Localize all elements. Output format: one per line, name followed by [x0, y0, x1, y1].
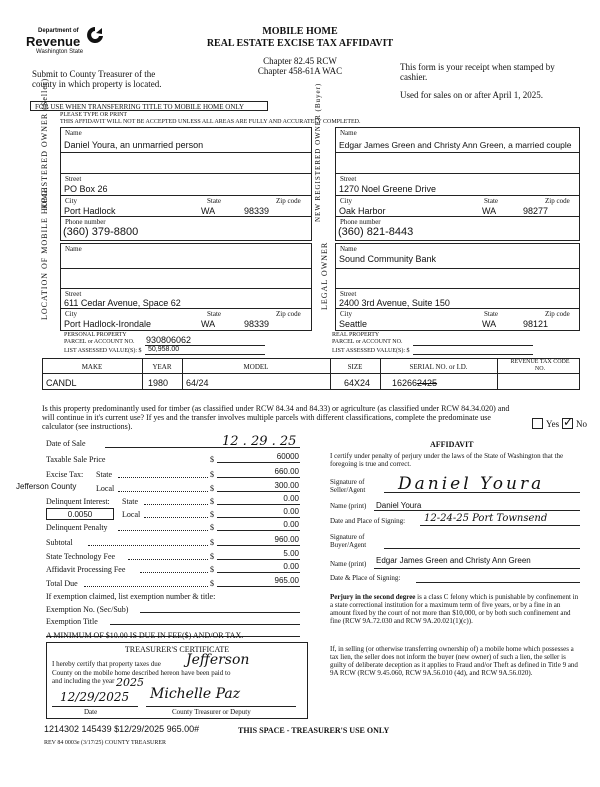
legal-parcel-label: PARCEL or ACCOUNT NO.: [332, 339, 403, 345]
location-street-label: Street: [65, 290, 82, 298]
buyer-side-text: NEW REGISTERED OWNER (Buyer): [314, 82, 322, 222]
buyer-phone[interactable]: (360) 821-8443: [338, 226, 414, 238]
legal-name[interactable]: Sound Community Bank: [339, 254, 437, 264]
chapter-line1: Chapter 82.45 RCW: [263, 56, 337, 66]
vehicle-year[interactable]: 1980: [148, 378, 169, 388]
real-property-label: REAL PROPERTY: [332, 332, 380, 338]
affidavit-fee-label: Affidavit Processing Fee: [46, 565, 126, 574]
title-line1: MOBILE HOME: [262, 26, 338, 37]
location-box: [60, 243, 312, 331]
delinquent-local-currency: $: [210, 510, 214, 519]
legal-assessed-label: LIST ASSESSED VALUE(S): $: [332, 348, 410, 354]
treasurer-signature-label: County Treasurer or Deputy: [172, 708, 251, 716]
local-tax-currency: $: [210, 484, 214, 493]
state-tax[interactable]: 660.00: [274, 467, 299, 476]
seller-zip[interactable]: 98339: [244, 206, 270, 216]
seller-city[interactable]: Port Hadlock: [64, 206, 116, 216]
location-name-label: Name: [65, 245, 82, 253]
location-parcel[interactable]: 930806062: [146, 335, 192, 345]
rate-value: 0.0050: [67, 510, 93, 519]
logo-line2: Revenue: [26, 34, 81, 49]
transfer-notice-text: FOR USE WHEN TRANSFERRING TITLE TO MOBILE HOME ONLY: [35, 103, 245, 111]
form-number: REV 84 0003e (3/17/25) COUNTY TREASURER: [44, 740, 167, 746]
perjury-text: is a class C felony which is punishable by confinement in a state correctional institution for a maximum term of five years, or by a fine in an amount fixed by the court of not more than $10,000, or by both such confinement and fine (RCW 9A.72.030 and RCW 9A.20.021(1)(c)).: [330, 593, 579, 625]
vehicle-serial[interactable]: [392, 378, 437, 388]
legal-side-text: LEGAL OWNER: [320, 241, 329, 310]
header-serial: SERIAL NO. or I.D.: [409, 363, 468, 371]
sale-price-currency: $: [210, 455, 214, 464]
buyer-name[interactable]: Edgar James Green and Christy Ann Green, a married couple: [339, 140, 572, 150]
excise-state-label: State: [96, 470, 112, 479]
seller-phone-label: Phone number: [65, 218, 106, 226]
chapter-refs: [200, 56, 400, 76]
timber-no-label: No: [576, 419, 587, 429]
buyer-city-label: City: [340, 197, 353, 205]
buyer-print-name[interactable]: Edgar James Green and Christy Ann Green: [376, 556, 531, 565]
treasurer-year[interactable]: 2025: [116, 676, 144, 689]
total-due[interactable]: 965.00: [274, 576, 299, 585]
buyer-zip[interactable]: 98277: [523, 206, 549, 216]
treasurer-date-label: Date: [84, 708, 98, 716]
state-tax-currency: $: [210, 470, 214, 479]
penalty[interactable]: 0.00: [283, 520, 299, 529]
seller-street-label: Street: [65, 175, 82, 183]
excise-label: Excise Tax:: [46, 470, 84, 479]
header-model: MODEL: [243, 363, 269, 371]
seller-signature[interactable]: Daniel Youra: [398, 474, 545, 494]
location-city[interactable]: Port Hadlock-Irondale: [64, 319, 152, 329]
seller-print-name[interactable]: Daniel Youra: [376, 501, 422, 510]
header-make: MAKE: [81, 363, 103, 371]
rate-box[interactable]: [46, 508, 114, 520]
seller-name-label: Name: [65, 129, 82, 137]
logo-line3: Washington State: [36, 49, 84, 55]
legal-street[interactable]: 2400 3rd Avenue, Suite 150: [339, 298, 450, 308]
seller-state-label: State: [207, 197, 221, 205]
exemption-no-label: Exemption No. (Sec/Sub): [46, 605, 129, 614]
date-of-sale-label: Date of Sale: [46, 439, 86, 448]
sale-price[interactable]: 60000: [276, 452, 299, 461]
subtotal-label: Subtotal: [46, 538, 73, 547]
timber-yes-label: Yes: [546, 419, 560, 429]
seller-date-label: Date and Place of Signing:: [330, 517, 406, 525]
seller-phone[interactable]: (360) 379-8800: [63, 226, 139, 238]
timber-yes-checkbox[interactable]: [532, 418, 543, 429]
perjury-notice: [330, 593, 580, 625]
legal-city[interactable]: Seattle: [339, 319, 368, 329]
seller-name[interactable]: Daniel Youra, an unmarried person: [64, 140, 204, 150]
chapter-line2: Chapter 458-61A WAC: [257, 66, 343, 76]
used-for-text: Used for sales on or after April 1, 2025.: [400, 90, 543, 100]
perjury-bold: Perjury in the second degree: [330, 593, 416, 601]
logo-line1: Department of: [38, 28, 79, 34]
location-assessed[interactable]: 50,958.00: [148, 346, 180, 353]
serial-struck: 2425: [417, 378, 438, 388]
delinquent-local-label: Local: [122, 510, 141, 519]
header-year: YEAR: [152, 363, 172, 371]
transfer-notice: [30, 101, 268, 111]
location-city-label: City: [65, 310, 78, 318]
local-tax[interactable]: 300.00: [274, 481, 299, 490]
seller-side-text: REGISTERED OWNER (Seller): [40, 77, 49, 209]
affidavit-certify: I certify under penalty of perjury under the laws of the State of Washington that the foregoing is true and correct.: [330, 452, 564, 468]
treasurer-use-only: THIS SPACE - TREASURER'S USE ONLY: [238, 726, 390, 735]
buyer-name-label: Name: [340, 129, 357, 137]
buyer-phone-label: Phone number: [340, 218, 381, 226]
total-due-label: Total Due: [46, 579, 78, 588]
serial-value: 16266: [392, 378, 418, 388]
buyer-state-label: State: [484, 197, 498, 205]
legal-city-label: City: [340, 310, 353, 318]
print-notice: PLEASE TYPE OR PRINT: [60, 112, 128, 118]
date-of-sale[interactable]: 12 . 29 . 25: [222, 434, 297, 449]
legal-state[interactable]: WA: [482, 319, 497, 329]
treasurer-date[interactable]: 12/29/2025: [60, 690, 130, 704]
affidavit-heading: AFFIDAVIT: [430, 440, 474, 449]
location-street[interactable]: 611 Cedar Avenue, Space 62: [64, 298, 181, 308]
vehicle-model[interactable]: 64/24: [186, 378, 209, 388]
dor-logo: [26, 24, 106, 64]
logo-mark-icon: [86, 26, 104, 46]
seller-signature-label: Signature of Seller/Agent: [330, 478, 366, 494]
treasurer-certify2: County on the mobile home described hereon have been paid to and including the year: [52, 669, 231, 685]
seller-street[interactable]: PO Box 26: [64, 184, 108, 194]
submit-text: Submit to County Treasurer of the county in which property is located.: [32, 69, 162, 89]
location-parcel-label: PARCEL or ACCOUNT NO.: [64, 339, 135, 345]
exemption-claimed-label: If exemption claimed, list exemption number & title:: [46, 592, 216, 601]
fraud-notice: If, in selling (or otherwise transferring ownership of) a mobile home which possesses a tax lien, the seller does not inform the buyer (new owner) of such a lien, the seller is guilty of deliberate deception as it applies to Fraud and/or Theft as defined in Title 9 and 9A RCW (RCW 9.45.060, RCW 9A.56.010 (4d), and RCW 9A.56.020).: [330, 645, 578, 677]
personal-property-label: PERSONAL PROPERTY: [64, 332, 127, 338]
delinquent-interest-label: Delinquent Interest:: [46, 497, 110, 506]
buyer-state[interactable]: WA: [482, 206, 497, 216]
buyer-date-label: Date & Place of Signing:: [330, 574, 401, 582]
county-name[interactable]: Jefferson County: [16, 482, 77, 491]
delinquent-local[interactable]: 0.00: [283, 507, 299, 516]
location-state-label: State: [207, 310, 221, 318]
treasurer-signature[interactable]: Michelle Paz: [150, 686, 241, 702]
form-title: [200, 26, 400, 50]
seller-city-label: City: [65, 197, 78, 205]
legal-zip[interactable]: 98121: [523, 319, 549, 329]
header-size: SIZE: [347, 363, 363, 371]
buyer-street[interactable]: 1270 Noel Greene Drive: [339, 184, 437, 194]
receipt-stamp: 1214302 145439 $12/29/2025 965.00#: [44, 724, 200, 734]
exemption-title-label: Exemption Title: [46, 617, 98, 626]
checkmark-icon: ✓: [563, 415, 574, 429]
seller-date-place[interactable]: 12-24-25 Port Townsend: [424, 513, 548, 524]
subtotal[interactable]: 960.00: [274, 535, 299, 544]
location-zip[interactable]: 98339: [244, 319, 270, 329]
delinquent-state[interactable]: 0.00: [283, 494, 299, 503]
location-zip-label: Zip code: [276, 310, 301, 318]
penalty-currency: $: [210, 523, 214, 532]
legal-state-label: State: [484, 310, 498, 318]
not-accepted-notice: THIS AFFIDAVIT WILL NOT BE ACCEPTED UNLESS ALL AREAS ARE FULLY AND ACCURATELY COMPLETED.: [60, 119, 361, 125]
affidavit-fee[interactable]: 0.00: [283, 562, 299, 571]
location-side-text: LOCATION OF MOBILE HOME: [40, 186, 49, 320]
location-assessed-label: LIST ASSESSED VALUE(S): $: [64, 348, 142, 354]
minimum-notice: A MINIMUM OF $10.00 IS DUE IN FEE($) AND/OR TAX.: [46, 631, 244, 640]
excise-local-label: Local: [96, 484, 115, 493]
header-tax-code: REVENUE TAX CODE NO.: [510, 359, 570, 372]
title-line2: REAL ESTATE EXCISE TAX AFFIDAVIT: [206, 38, 394, 49]
delinquent-state-label: State: [122, 497, 138, 506]
legal-street-label: Street: [340, 290, 357, 298]
seller-print-label: Name (print): [330, 502, 367, 510]
legal-zip-label: Zip code: [545, 310, 570, 318]
tech-fee[interactable]: 5.00: [283, 549, 299, 558]
buyer-city[interactable]: Oak Harbor: [339, 206, 386, 216]
seller-zip-label: Zip code: [276, 197, 301, 205]
buyer-zip-label: Zip code: [545, 197, 570, 205]
treasurer-county[interactable]: Jefferson: [186, 652, 250, 668]
delinquent-state-currency: $: [210, 497, 214, 506]
tech-fee-currency: $: [210, 552, 214, 561]
buyer-street-label: Street: [340, 175, 357, 183]
subtotal-currency: $: [210, 538, 214, 547]
vehicle-size[interactable]: 64X24: [344, 378, 371, 388]
vehicle-make[interactable]: CANDL: [46, 378, 77, 388]
treasurer-certify1: I hereby certify that property taxes due: [52, 660, 161, 668]
buyer-signature-label: Signature of Buyer/Agent: [330, 533, 367, 549]
buyer-print-label: Name (print): [330, 560, 367, 568]
location-state[interactable]: WA: [201, 319, 216, 329]
sale-price-label: Taxable Sale Price: [46, 455, 106, 464]
treasurer-heading: TREASURER'S CERTIFICATE: [124, 645, 230, 654]
tech-fee-label: State Technology Fee: [46, 552, 116, 561]
timber-no-checkbox[interactable]: [562, 415, 574, 429]
affidavit-fee-currency: $: [210, 565, 214, 574]
receipt-text: This form is your receipt when stamped by cashier.: [400, 62, 555, 82]
penalty-label: Delinquent Penalty: [46, 523, 108, 532]
seller-state[interactable]: WA: [201, 206, 216, 216]
timber-question: Is this property predominantly used for timber (as classified under RCW 84.34 and 84.33) or agriculture (as classified under RCW 84.34.020) and will continue in it's current use? If yes and the transfer involves multiple parcels with different classifications, complete the predominate use calculator (see instructions).: [42, 404, 510, 431]
legal-name-label: Name: [340, 245, 357, 253]
total-due-currency: $: [210, 579, 214, 588]
